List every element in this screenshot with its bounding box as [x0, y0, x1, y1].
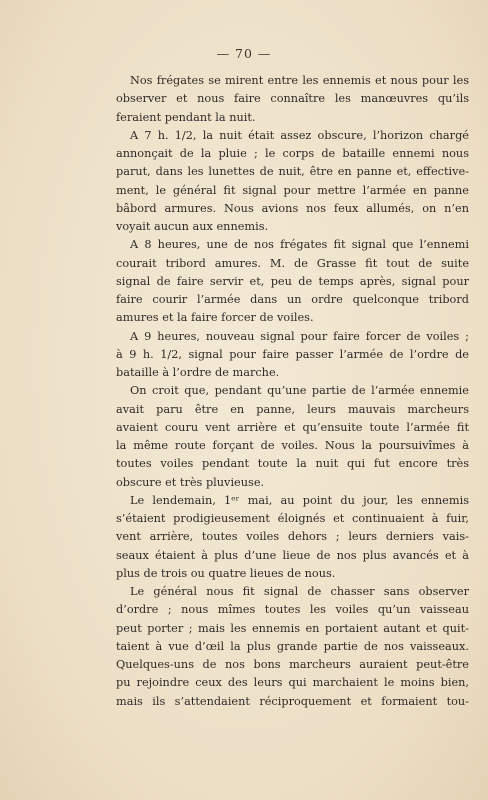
paragraph: [116, 236, 469, 327]
text-line: A 8 heures, une de nos frégates fit signal que l’ennemi: [130, 238, 469, 252]
text-line: A 9 heures, nouveau signal pour faire forcer de voiles ;: [130, 329, 469, 343]
text-line: voyait aucun aux ennemis.: [116, 220, 269, 233]
text-line: pu rejoindre ceux des leurs qui marchaient le moins bien,: [116, 676, 469, 690]
paragraph: [116, 328, 469, 383]
text-line: bâbord armures. Nous avions nos feux allumés, on n’en: [116, 201, 469, 215]
paragraph: [116, 492, 469, 583]
text-line: bataille à l’ordre de marche.: [116, 366, 280, 379]
paragraph: [116, 382, 469, 492]
text-line: amures et la faire forcer de voiles.: [116, 311, 314, 325]
text-line: faire courir l’armée dans un ordre quelconque tribord: [116, 293, 469, 306]
paragraph: [116, 127, 469, 237]
text-line: avait paru être en panne, leurs mauvais marcheurs: [116, 402, 469, 416]
paragraph: [116, 583, 469, 711]
text-line: feraient pendant la nuit.: [116, 110, 256, 124]
text-line: A 7 h. 1/2, la nuit était assez obscure, l’horizon chargé: [130, 128, 469, 142]
paragraph: [116, 72, 469, 127]
text-line: toutes voiles pendant toute la nuit qui fut encore très: [116, 457, 469, 471]
text-line: seaux étaient à plus d’une lieue de nos plus avancés et à: [116, 548, 469, 562]
text-line: annonçait de la pluie ; le corps de bataille ennemi nous: [116, 147, 469, 160]
text-line: Nos frégates se mirent entre les ennemis et nous pour les: [130, 74, 469, 87]
text-line: obscure et très pluvieuse.: [116, 475, 265, 489]
text-line: vent arrière, toutes voiles dehors ; leurs derniers vais-: [116, 530, 469, 544]
text-line: s’étaient prodigieusement éloignés et continuaient à fuir,: [116, 512, 469, 525]
text-line: d’ordre ; nous mîmes toutes les voiles qu’un vaisseau: [116, 603, 469, 617]
text-line: On croit que, pendant qu’une partie de l’armée ennemie: [130, 384, 469, 398]
text-line: la même route forçant de voiles. Nous la poursuivîmes à: [116, 439, 469, 452]
text-line: plus de trois ou quatre lieues de nous.: [116, 566, 336, 580]
text-line: ment, le général fit signal pour mettre l’armée en panne: [116, 183, 469, 197]
text-line: avaient couru vent arrière et qu’ensuite toute l’armée fit: [116, 420, 469, 434]
text-line: signal de faire servir et, peu de temps après, signal pour: [116, 274, 469, 288]
page-number: — 70 —: [216, 46, 272, 61]
text-line: parut, dans les lunettes de nuit, être en panne et, effective-: [116, 165, 469, 179]
body-text: [116, 72, 469, 711]
text-line: Le général nous fit signal de chasser sans observer: [130, 585, 469, 598]
text-line: Le lendemain, 1ᵉʳ mai, au point du jour, les ennemis: [130, 493, 469, 507]
text-line: mais ils s’attendaient réciproquement et formaient tou-: [116, 694, 469, 708]
text-line: taient à vue d’œil la plus grande partie de nos vaisseaux.: [116, 639, 469, 653]
text-line: peut porter ; mais les ennemis en portaient autant et quit-: [116, 621, 469, 635]
text-line: observer et nous faire connaître les manœuvres qu’ils: [116, 92, 469, 106]
text-line: courait tribord amures. M. de Grasse fit tout de suite: [116, 256, 469, 270]
text-line: Quelques-uns de nos bons marcheurs auraient peut-être: [116, 658, 469, 671]
text-line: à 9 h. 1/2, signal pour faire passer l’armée de l’ordre de: [116, 347, 469, 361]
